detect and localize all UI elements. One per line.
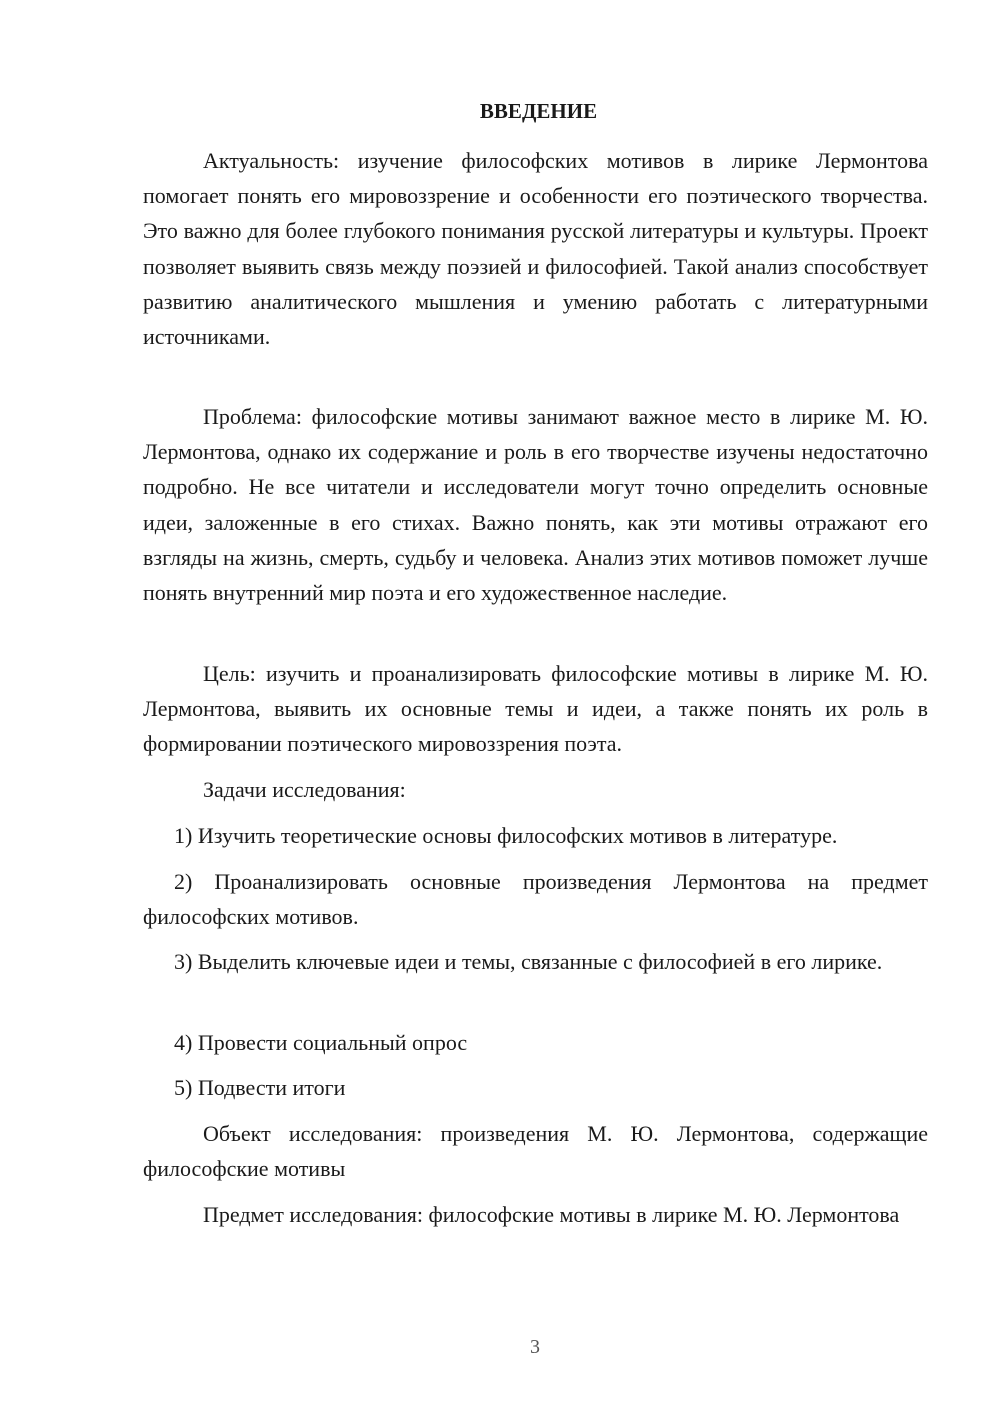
subject-paragraph: Предмет исследования: философские мотивы в лирике М. Ю. Лермонтова [203, 1202, 900, 1227]
task-item-4: 4) Провести социальный опрос [174, 1030, 468, 1055]
object-paragraph: Объект исследования: произведения М. Ю. Лермонтова, содержащие философские мотивы [143, 1121, 928, 1182]
task-item-1: 1) Изучить теоретические основы философских мотивов в литературе. [174, 823, 838, 848]
section-heading: ВВЕДЕНИЕ [479, 99, 598, 123]
page-number: 3 [530, 1336, 540, 1358]
problem-paragraph: Проблема: философские мотивы занимают важное место в лирике М. Ю. Лермонтова, однако их содержание и роль в его творчестве изучены недостаточно подробно. Не все читатели и исследователи могут точно определить основные идеи, заложенные в его стихах. Важно понять, как эти мотивы отражают его взгляды на жизнь, смерть, судьбу и человека. Анализ этих мотивов поможет лучше понять внутренний мир поэта и его художественное наследие. [143, 404, 928, 606]
task-item-2: 2) Проанализировать основные произведения Лермонтова на предмет философских мотивов. [143, 869, 928, 930]
tasks-heading: Задачи исследования: [203, 777, 406, 802]
relevance-paragraph: Актуальность: изучение философских мотивов в лирике Лермонтова помогает понять его мировоззрение и особенности его поэтического творчества. Это важно для более глубокого понимания русской литературы и культуры. Проект позволяет выявить связь между поэзией и философией. Такой анализ способствует развитию аналитического мышления и умению работать с литературными источниками. [143, 148, 928, 350]
task-item-3: 3) Выделить ключевые идеи и темы, связанные с философией в его лирике. [174, 949, 883, 974]
task-item-5: 5) Подвести итоги [174, 1075, 346, 1100]
goal-paragraph: Цель: изучить и проанализировать философские мотивы в лирике М. Ю. Лермонтова, выявить их основные темы и идеи, а также понять их роль в формировании поэтического мировоззрения поэта. [143, 661, 928, 757]
